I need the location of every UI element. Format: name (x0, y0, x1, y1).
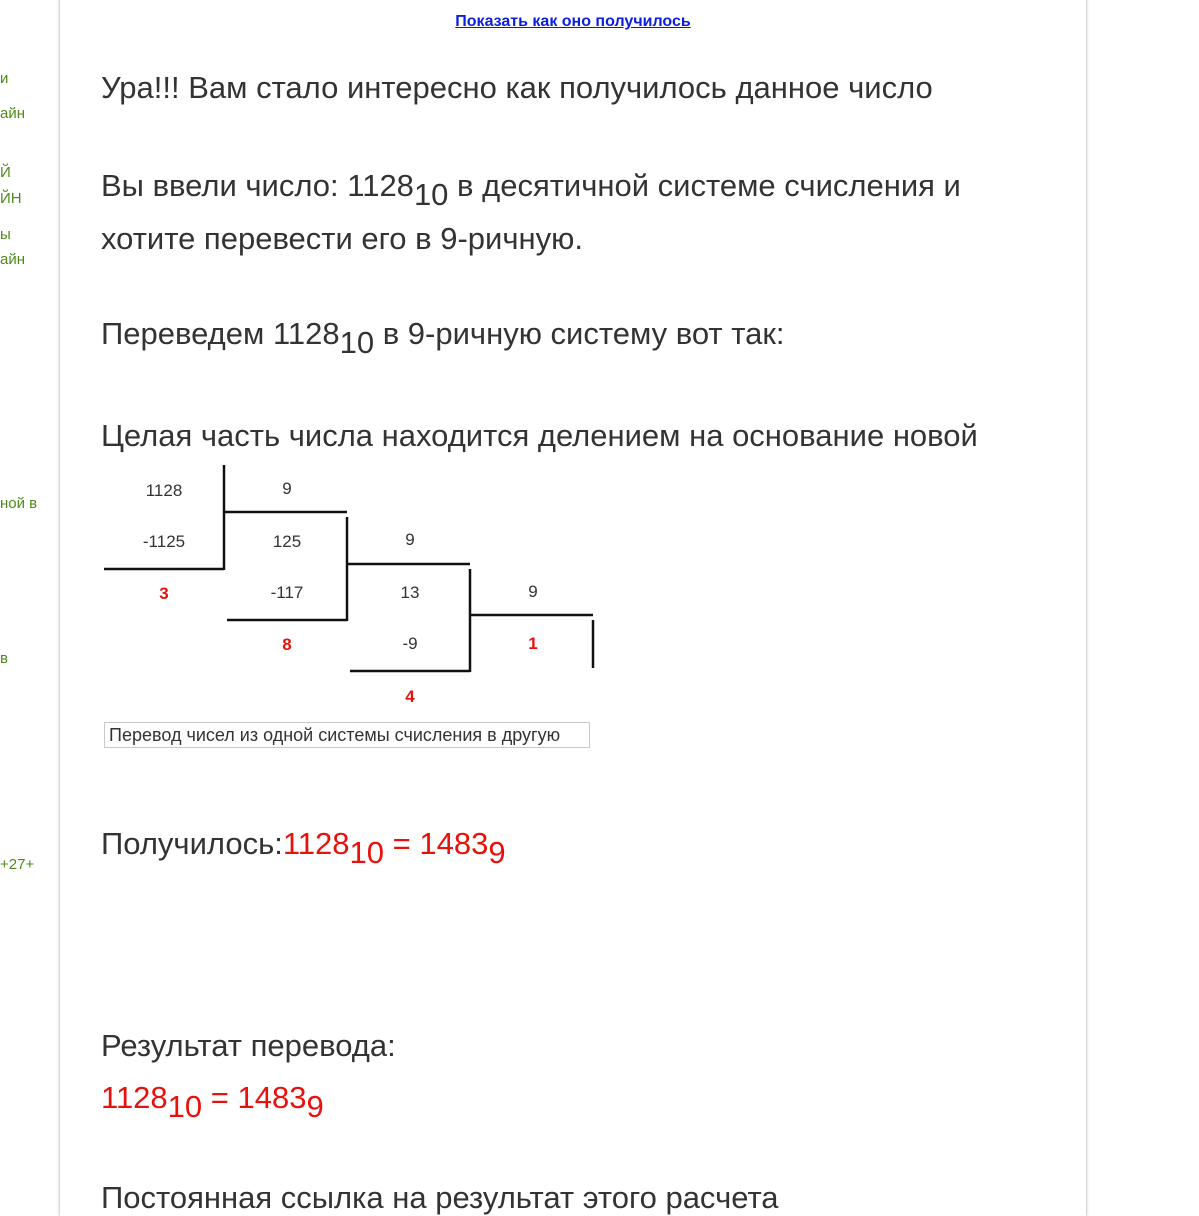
division-diagram (104, 465, 596, 715)
final-number: 1128 (101, 1080, 168, 1115)
sidebar-fragment[interactable]: айн (0, 105, 26, 122)
result-line (101, 826, 506, 870)
intro-text: Ура!!! Вам стало интересно как получилось данное число (101, 70, 933, 105)
quotient-2: 13 (400, 583, 420, 602)
sidebar-fragment[interactable]: ной в (0, 495, 38, 512)
integer-part-text: Целая часть числа находится делением на основание новой (101, 418, 978, 453)
sidebar-fragment[interactable]: в (0, 650, 8, 667)
divisor-1: 9 (282, 479, 292, 498)
sidebar-fragment[interactable]: +27+ (0, 856, 35, 873)
show-how-link[interactable]: Показать как оно получилось (455, 13, 691, 30)
left-sidebar (0, 0, 58, 1200)
quotient-1: 125 (272, 532, 302, 551)
entered-number-line (101, 168, 961, 212)
subtrahend-3: -9 (402, 634, 418, 653)
entered-prefix: Вы ввели число: (101, 168, 348, 203)
remainder-3: 4 (405, 687, 415, 706)
result-equals: = (384, 826, 420, 861)
result-number: 1128 (282, 826, 350, 861)
final-result-label: Результат перевода: (101, 1028, 396, 1063)
sidebar-fragment[interactable]: айн (0, 251, 26, 268)
convert-base: 10 (339, 325, 375, 360)
result-value-base: 9 (488, 835, 506, 870)
permalink-text[interactable]: Постоянная ссылка на результат этого расчета (101, 1180, 779, 1215)
entered-line-2: хотите перевести его в 9-ричную. (101, 221, 583, 256)
divisor-2: 9 (405, 530, 415, 549)
sidebar-fragment[interactable]: Й (0, 164, 11, 181)
remainder-1: 3 (159, 584, 169, 603)
final-result-line (101, 1080, 324, 1124)
entered-suffix: в десятичной системе счисления и (448, 168, 961, 203)
quotient-3: 1 (528, 634, 538, 653)
result-number-base: 10 (349, 835, 384, 870)
entered-base: 10 (413, 177, 449, 212)
final-value: 1483 (237, 1080, 307, 1115)
sidebar-fragment[interactable]: ы (0, 226, 11, 243)
divisor-3: 9 (528, 582, 538, 601)
dividend-1: 1128 (145, 481, 183, 500)
convert-suffix: в 9-ричную систему вот так: (374, 316, 785, 351)
subtrahend-1: -1125 (142, 532, 186, 551)
convert-line (101, 316, 785, 360)
convert-number: 1128 (272, 316, 340, 351)
entered-number: 1128 (347, 168, 414, 203)
sidebar-fragment[interactable]: ЙН (0, 190, 22, 207)
subtrahend-2: -117 (270, 583, 304, 602)
result-label: Получилось: (101, 826, 283, 861)
diagram-caption: Перевод чисел из одной системы счисления в другую (104, 722, 590, 748)
sidebar-fragment[interactable]: и (0, 70, 9, 87)
final-number-base: 10 (167, 1089, 203, 1124)
final-value-base: 9 (306, 1089, 324, 1124)
convert-prefix: Переведем (101, 316, 273, 351)
remainder-2: 8 (282, 635, 292, 654)
result-value: 1483 (419, 826, 489, 861)
final-equals: = (202, 1080, 238, 1115)
